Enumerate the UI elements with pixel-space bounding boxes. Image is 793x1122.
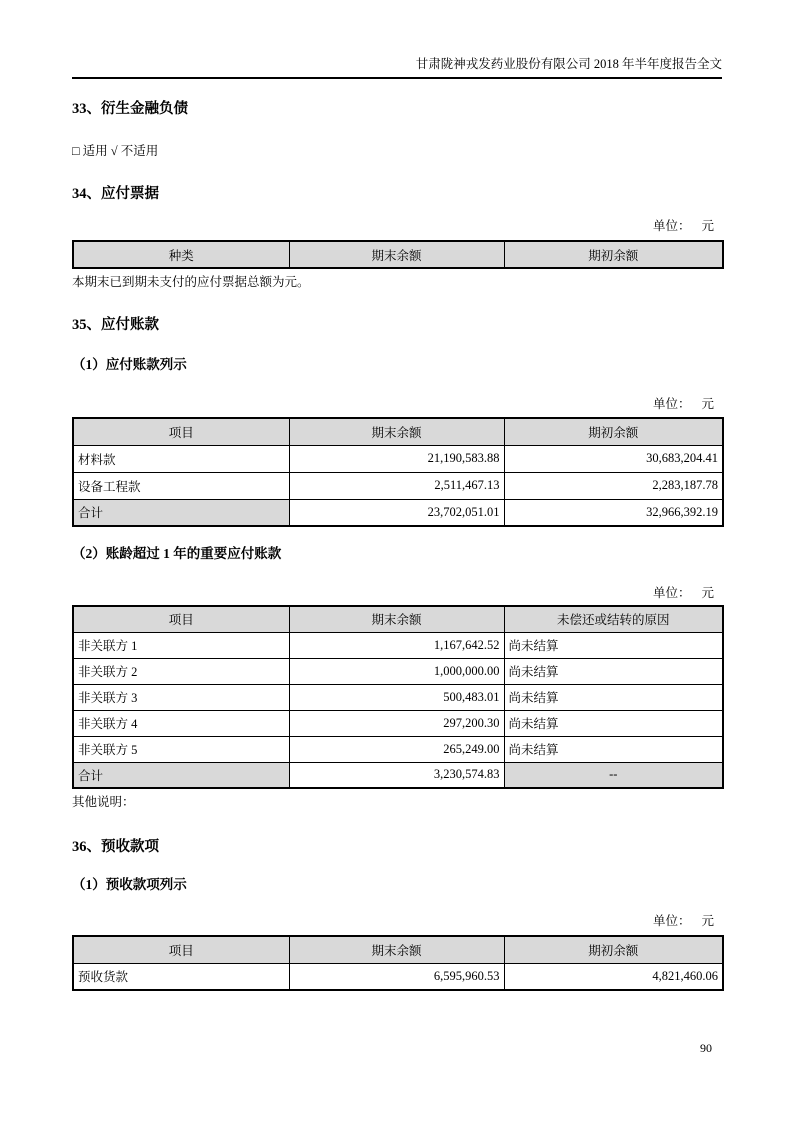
accounts-payable-table <box>72 417 724 527</box>
unit-line <box>72 913 722 929</box>
item-name-cell: 预收货款 <box>73 963 289 990</box>
table-header-row <box>73 606 723 632</box>
table-row <box>73 445 723 472</box>
document-header <box>72 56 722 79</box>
beginning-balance-cell: 30,683,204.41 <box>504 445 723 472</box>
aged-payables-table <box>72 605 724 789</box>
advances-received-table <box>72 935 724 991</box>
reason-cell: 尚未结算 <box>504 710 723 736</box>
total-beginning-balance-cell: 32,966,392.19 <box>504 499 723 526</box>
beginning-balance-cell: 4,821,460.06 <box>504 963 723 990</box>
column-header: 期末余额 <box>289 418 504 445</box>
table-header-row <box>73 418 723 445</box>
column-header: 项目 <box>73 936 289 963</box>
notes-payable-note: 本期末已到期未支付的应付票据总额为元。 <box>72 275 310 289</box>
ending-balance-cell: 2,511,467.13 <box>289 472 504 499</box>
column-header: 期末余额 <box>289 241 504 268</box>
table-row <box>73 736 723 762</box>
ending-balance-cell: 297,200.30 <box>289 710 504 736</box>
unit-label: 单位： <box>652 397 691 411</box>
page-number: 90 <box>700 1041 712 1055</box>
table-total-row <box>73 762 723 788</box>
unit-label: 单位： <box>652 219 691 233</box>
column-header: 期末余额 <box>289 606 504 632</box>
page-content <box>72 0 722 991</box>
table-row <box>73 684 723 710</box>
total-ending-balance-cell: 23,702,051.01 <box>289 499 504 526</box>
ending-balance-cell: 500,483.01 <box>289 684 504 710</box>
unit-label: 单位： <box>652 586 691 600</box>
document-header-title: 甘肃陇神戎发药业股份有限公司 2018 年半年度报告全文 <box>415 57 722 71</box>
item-name-cell: 设备工程款 <box>73 472 289 499</box>
table-header-row <box>73 241 723 268</box>
unit-value: 元 <box>701 219 714 233</box>
ending-balance-cell: 1,167,642.52 <box>289 632 504 658</box>
unit-value: 元 <box>701 586 714 600</box>
total-label-cell: 合计 <box>73 499 289 526</box>
table-header-row <box>73 936 723 963</box>
column-header: 项目 <box>73 606 289 632</box>
total-label-cell: 合计 <box>73 762 289 788</box>
table-row <box>73 472 723 499</box>
notes-payable-table <box>72 240 724 269</box>
unit-value: 元 <box>701 914 714 928</box>
item-name-cell: 非关联方 5 <box>73 736 289 762</box>
column-header: 项目 <box>73 418 289 445</box>
ending-balance-cell: 6,595,960.53 <box>289 963 504 990</box>
section-35-sub1-title: （1）应付账款列示 <box>72 357 187 372</box>
section-34-title: 34、应付票据 <box>72 186 159 202</box>
unit-line <box>72 585 722 601</box>
column-header: 期初余额 <box>504 241 723 268</box>
ending-balance-cell: 1,000,000.00 <box>289 658 504 684</box>
section-35-title: 35、应付账款 <box>72 317 159 333</box>
item-name-cell: 非关联方 2 <box>73 658 289 684</box>
unit-value: 元 <box>701 397 714 411</box>
section-36-sub1-title: （1）预收款项列示 <box>72 877 187 892</box>
column-header: 期初余额 <box>504 418 723 445</box>
reason-cell: 尚未结算 <box>504 684 723 710</box>
table-total-row <box>73 499 723 526</box>
column-header: 期初余额 <box>504 936 723 963</box>
beginning-balance-cell: 2,283,187.78 <box>504 472 723 499</box>
applicability-line: □ 适用 √ 不适用 <box>72 144 159 158</box>
column-header: 未偿还或结转的原因 <box>504 606 723 632</box>
reason-cell: 尚未结算 <box>504 736 723 762</box>
section-33-title: 33、衍生金融负债 <box>72 101 188 117</box>
table-row <box>73 963 723 990</box>
item-name-cell: 非关联方 4 <box>73 710 289 736</box>
section-36-title: 36、预收款项 <box>72 839 159 855</box>
reason-cell: 尚未结算 <box>504 658 723 684</box>
table-row <box>73 632 723 658</box>
table-row <box>73 658 723 684</box>
column-header: 种类 <box>73 241 289 268</box>
total-ending-balance-cell: 3,230,574.83 <box>289 762 504 788</box>
unit-line <box>72 218 722 234</box>
item-name-cell: 非关联方 3 <box>73 684 289 710</box>
item-name-cell: 非关联方 1 <box>73 632 289 658</box>
reason-cell: 尚未结算 <box>504 632 723 658</box>
section-35-sub2-title: （2）账龄超过 1 年的重要应付账款 <box>72 546 282 561</box>
ending-balance-cell: 265,249.00 <box>289 736 504 762</box>
other-notes-label: 其他说明： <box>72 795 135 809</box>
column-header: 期末余额 <box>289 936 504 963</box>
total-reason-cell: -- <box>504 762 723 788</box>
unit-line <box>72 396 722 412</box>
ending-balance-cell: 21,190,583.88 <box>289 445 504 472</box>
table-row <box>73 710 723 736</box>
item-name-cell: 材料款 <box>73 445 289 472</box>
unit-label: 单位： <box>652 914 691 928</box>
